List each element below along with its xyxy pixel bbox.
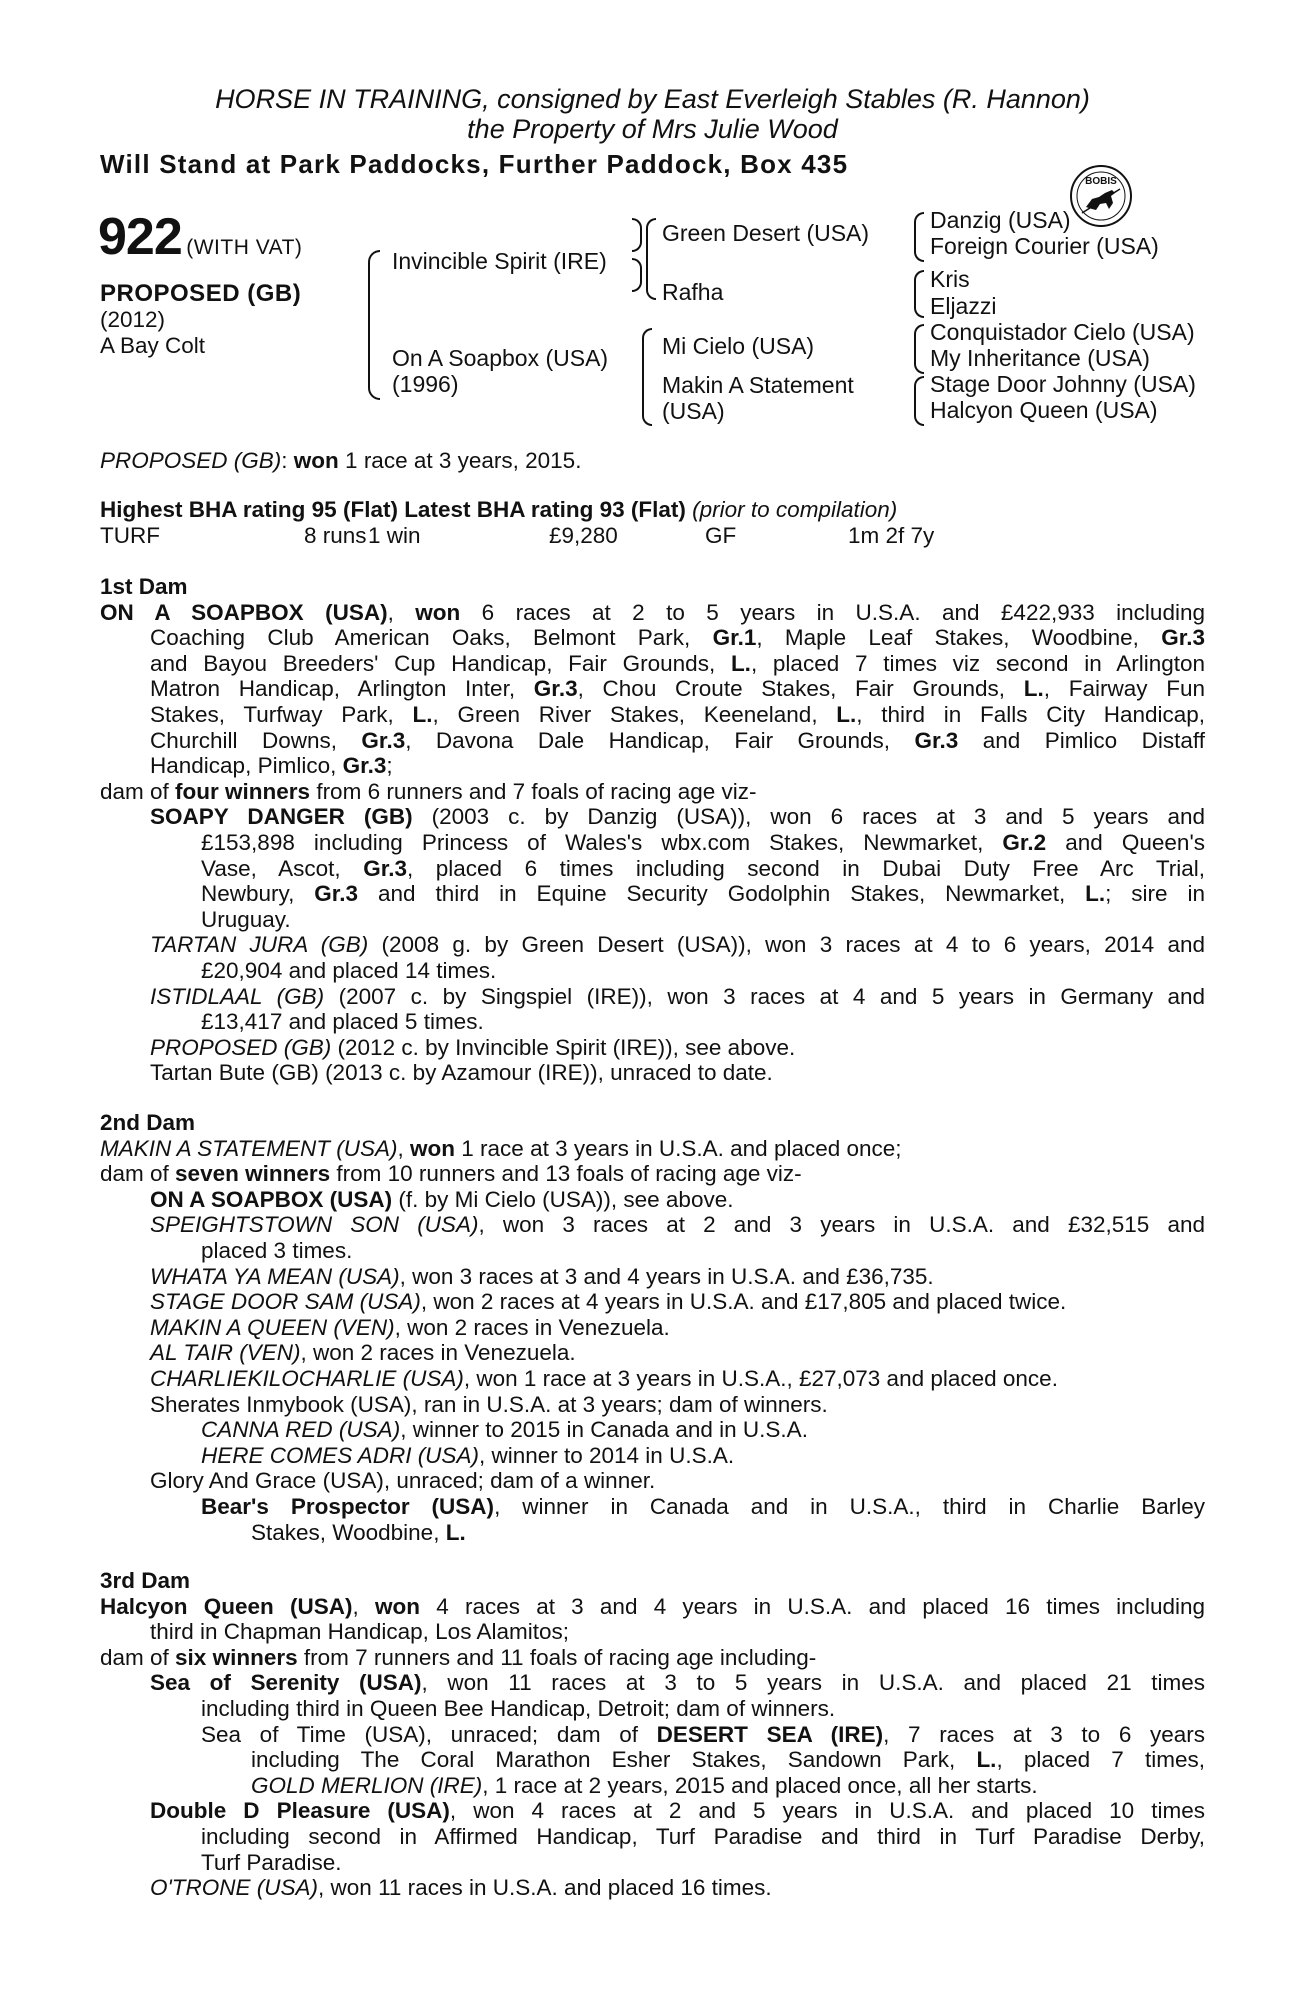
runs-record [100,523,1205,549]
first-dam-heading: 1st Dam [100,574,188,599]
runs-count: 8 runs [304,523,367,548]
dam-sire: Mi Cielo (USA) [662,333,815,359]
race-summary: PROPOSED (GB): won 1 race at 3 years, 2015. [100,448,582,473]
sire-brace-top [632,218,642,252]
wins-count: 1 win [368,523,421,548]
bobis-logo-icon [1068,163,1134,229]
dam-dam: Makin A Statement [662,372,854,398]
dam-dam-origin: (USA) [662,398,725,424]
second-dam-section: 2nd Dam MAKIN A STATEMENT (USA), won 1 race at 3 years in U.S.A. and placed once; dam of seven winners from 10 runners and 13 foals of racing age viz- ON A SOAPBOX (USA) (f. by Mi Cielo (USA)), see above. SPEIGHTSTOWN SON (USA), won 3 races at 2 and 3 years in U.S.A. and £32,515 and placed 3 times. WHATA YA MEAN (USA), won 3 races at 3 and 4 years in U.S.A. and £36,735. STAGE DOOR SAM (USA), won 2 races at 4 years in U.S.A. and £17,805 and placed twice. MAKIN A QUEEN (VEN), won 2 races in Venezuela. AL TAIR (VEN), won 2 races in Venezuela. CHARLIEKILOCHARLIE (USA), won 1 race at 3 years in U.S.A., £27,073 and placed once. Sherates Inmybook (USA), ran in U.S.A. at 3 years; dam of winners. CANNA RED (USA), winner to 2015 in Canada and in U.S.A. HERE COMES ADRI (USA), winner to 2014 in U.S.A. Glory And Grace (USA), unraced; dam of a winner. Bear's Prospector (USA), winner in Canada and in U.S.A., third in Charlie Barley Stakes, Woodbine, L. [100,1110,1206,1545]
sire-dam-dam: Eljazzi [930,293,997,319]
sire: Invincible Spirit (IRE) [392,248,607,274]
second-dam-heading: 2nd Dam [100,1110,196,1135]
sire-sire: Green Desert (USA) [662,220,870,246]
vat-note: (WITH VAT) [186,236,303,259]
svg-text:BOBIS: BOBIS [1085,176,1117,187]
gs-brace-2 [914,270,924,318]
lot-number-row [98,210,302,264]
dam-sire-sire: Conquistador Cielo (USA) [930,319,1195,345]
dam-line-brace [642,328,652,426]
horse-description: A Bay Colt [100,333,206,358]
consignor-line: HORSE IN TRAINING, consigned by East Everleigh Stables (R. Hannon) [215,84,1090,114]
prize-money: £9,280 [549,523,618,548]
third-dam-heading: 3rd Dam [100,1568,191,1593]
bha-rating: Highest BHA rating 95 (Flat) Latest BHA rating 93 (Flat) (prior to compilation) [100,497,898,522]
third-dam-section: 3rd Dam Halcyon Queen (USA), won 4 races at 3 and 4 years in U.S.A. and placed 16 times including third in Chapman Handicap, Los Alamitos; dam of six winners from 7 runners and 11 foals of racing age including- Sea of Serenity (USA), won 11 races at 3 to 5 years in U.S.A. and placed 21 times including third in Queen Bee Handicap, Detroit; dam of winners. Sea of Time (USA), unraced; dam of DESERT SEA (IRE), 7 races at 3 to 6 years including The Coral Marathon Esher Stakes, Sandown Park, L., placed 7 times, GOLD MERLION (IRE), 1 race at 2 years, 2015 and placed once, all her starts. Double D Pleasure (USA), won 4 races at 2 and 5 years in U.S.A. and placed 10 times including second in Affirmed Handicap, Turf Paradise and third in Turf Paradise Derby, Turf Paradise. O'TRONE (USA), won 11 races in U.S.A. and placed 16 times. [100,1568,1206,1901]
dam-year: (1996) [392,371,459,397]
gs-brace-1 [914,212,924,262]
going: GF [705,523,737,548]
surface: TURF [100,523,160,548]
stabling-line: Will Stand at Park Paddocks, Further Paddock, Box 435 [100,149,849,179]
horse-name: PROPOSED (GB) [100,280,302,307]
first-dam-section: 1st Dam ON A SOAPBOX (USA), won 6 races at 2 to 5 years in U.S.A. and £422,933 including Coaching Club American Oaks, Belmont Park, Gr.1, Maple Leaf Stakes, Woodbine, Gr.3 and Bayou Breeders' Cup Handicap, Fair Grounds, L., placed 7 times viz second in Arlington Matron Handicap, Arlington Inter, Gr.3, Chou Croute Stakes, Fair Grounds, L., Fairway Fun Stakes, Turfway Park, L., Green River Stakes, Keeneland, L., third in Falls City Handicap, Churchill Downs, Gr.3, Davona Dale Handicap, Fair Grounds, Gr.3 and Pimlico Distaff Handicap, Pimlico, Gr.3; dam of four winners from 6 runners and 7 foals of racing age viz- SOAPY DANGER (GB) (2003 c. by Danzig (USA)), won 6 races at 3 and 5 years and £153,898 including Princess of Wales's wbx.com Stakes, Newmarket, Gr.2 and Queen's Vase, Ascot, Gr.3, placed 6 times including second in Dubai Duty Free Arc Trial, Newbury, Gr.3 and third in Equine Security Godolphin Stakes, Newmarket, L.; sire in Uruguay. TARTAN JURA (GB) (2008 g. by Green Desert (USA)), won 3 races at 4 to 6 years, 2014 and £20,904 and placed 14 times. ISTIDLAAL (GB) (2007 c. by Singspiel (IRE)), won 3 races at 4 and 5 years in Germany and £13,417 and placed 5 times. PROPOSED (GB) (2012 c. by Invincible Spirit (IRE)), see above. Tartan Bute (GB) (2013 c. by Azamour (IRE)), unraced to date. [100,574,1206,1086]
dam: On A Soapbox (USA) [392,345,609,371]
dam-dam-dam: Halcyon Queen (USA) [930,397,1158,423]
sire-dam: Rafha [662,279,724,305]
distance: 1m 2f 7y [848,523,935,548]
sire-brace-bottom [632,258,642,292]
owner-line: the Property of Mrs Julie Wood [467,114,838,144]
sire-line-brace [646,218,656,300]
bobis-logo [1068,163,1134,229]
sire-sire-sire: Danzig (USA) [930,207,1071,233]
gs-brace-3 [914,324,924,374]
pedigree-brace [368,250,380,400]
sire-dam-sire: Kris [930,266,970,292]
dam-sire-dam: My Inheritance (USA) [930,345,1150,371]
gs-brace-4 [914,376,924,426]
dam-dam-sire: Stage Door Johnny (USA) [930,371,1196,397]
lot-number: 922 [98,208,182,266]
foaling-year: (2012) [100,307,166,332]
sire-sire-dam: Foreign Courier (USA) [930,233,1159,259]
